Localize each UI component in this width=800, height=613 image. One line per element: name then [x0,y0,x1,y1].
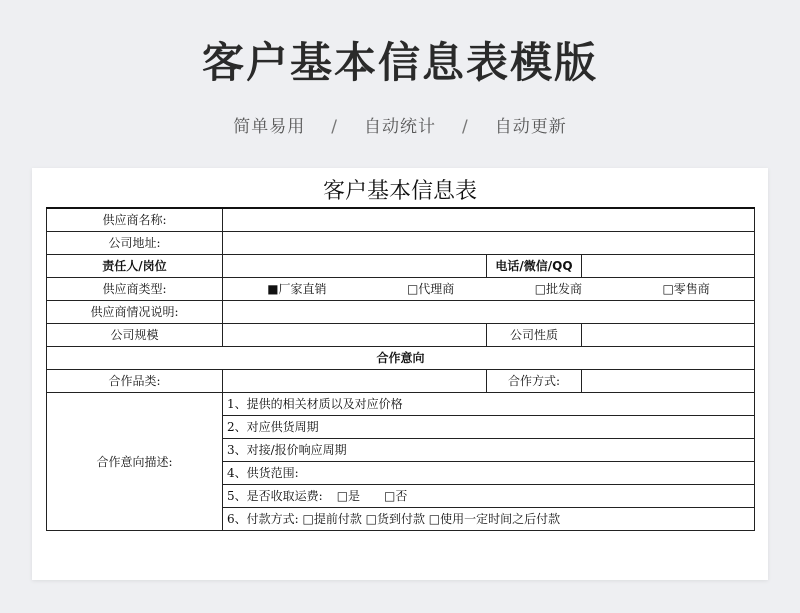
tagline-bar [0,112,800,137]
coop-method-field[interactable] [582,370,755,393]
checkbox-freight-yes[interactable]: □是 [336,489,361,503]
table-row [47,232,755,255]
checkbox-factory-direct[interactable]: ■厂家直销 [267,282,327,296]
checkbox-agent[interactable]: □代理商 [406,282,455,296]
page-title: 客户基本信息表模版 [201,38,598,87]
table-row [47,324,755,347]
coop-section-header: 合作意向 [47,347,755,370]
company-nature-label: 公司性质 [487,324,582,347]
tagline-auto-update: 自动更新 [494,117,567,137]
company-address-label: 公司地址: [47,232,223,255]
company-scale-label: 公司规模 [47,324,223,347]
coop-item-3: 3、对接/报价响应周期 [223,439,755,462]
table-row [47,208,755,232]
table-row [47,255,755,278]
company-address-field[interactable] [223,232,755,255]
coop-item-2: 2、对应供货周期 [223,416,755,439]
freight-label: 5、是否收取运费: [227,489,323,503]
coop-category-label: 合作品类: [47,370,223,393]
table-row [47,301,755,324]
coop-item-1: 1、提供的相关材质以及对应价格 [223,393,755,416]
supplier-name-label: 供应商名称: [47,208,223,232]
person-position-field[interactable] [223,255,487,278]
sheet-title: 客户基本信息表 [322,179,477,204]
checkbox-freight-no[interactable]: □否 [384,489,408,503]
table-row [47,278,755,301]
table-row [47,393,755,416]
tagline-easy: 简单易用 [233,117,306,137]
coop-item-4: 4、供货范围: [223,462,755,485]
table-row [47,347,755,370]
supplier-type-label: 供应商类型: [47,278,223,301]
supplier-name-field[interactable] [223,208,755,232]
company-nature-field[interactable] [582,324,755,347]
supplier-type-options [223,278,755,301]
coop-item-6: 6、付款方式: □提前付款 □货到付款 □使用一定时间之后付款 [223,508,755,531]
coop-item-5 [223,485,755,508]
customer-info-table [46,207,755,531]
form-sheet [32,168,768,580]
coop-method-label: 合作方式: [487,370,582,393]
checkbox-retailer[interactable]: □零售商 [662,282,710,296]
supplier-desc-field[interactable] [223,301,755,324]
tagline-auto-stats: 自动统计 [364,117,436,137]
coop-category-field[interactable] [223,370,487,393]
checkbox-wholesaler[interactable]: □批发商 [534,282,583,296]
coop-desc-label: 合作意向描述: [47,393,223,531]
contact-field[interactable] [582,255,755,278]
tagline-separator: / [462,117,469,137]
company-scale-field[interactable] [223,324,487,347]
person-position-label: 责任人/岗位 [47,255,223,278]
contact-label: 电话/微信/QQ [487,255,582,278]
tagline-separator: / [331,117,338,137]
supplier-desc-label: 供应商情况说明: [47,301,223,324]
table-row [47,370,755,393]
